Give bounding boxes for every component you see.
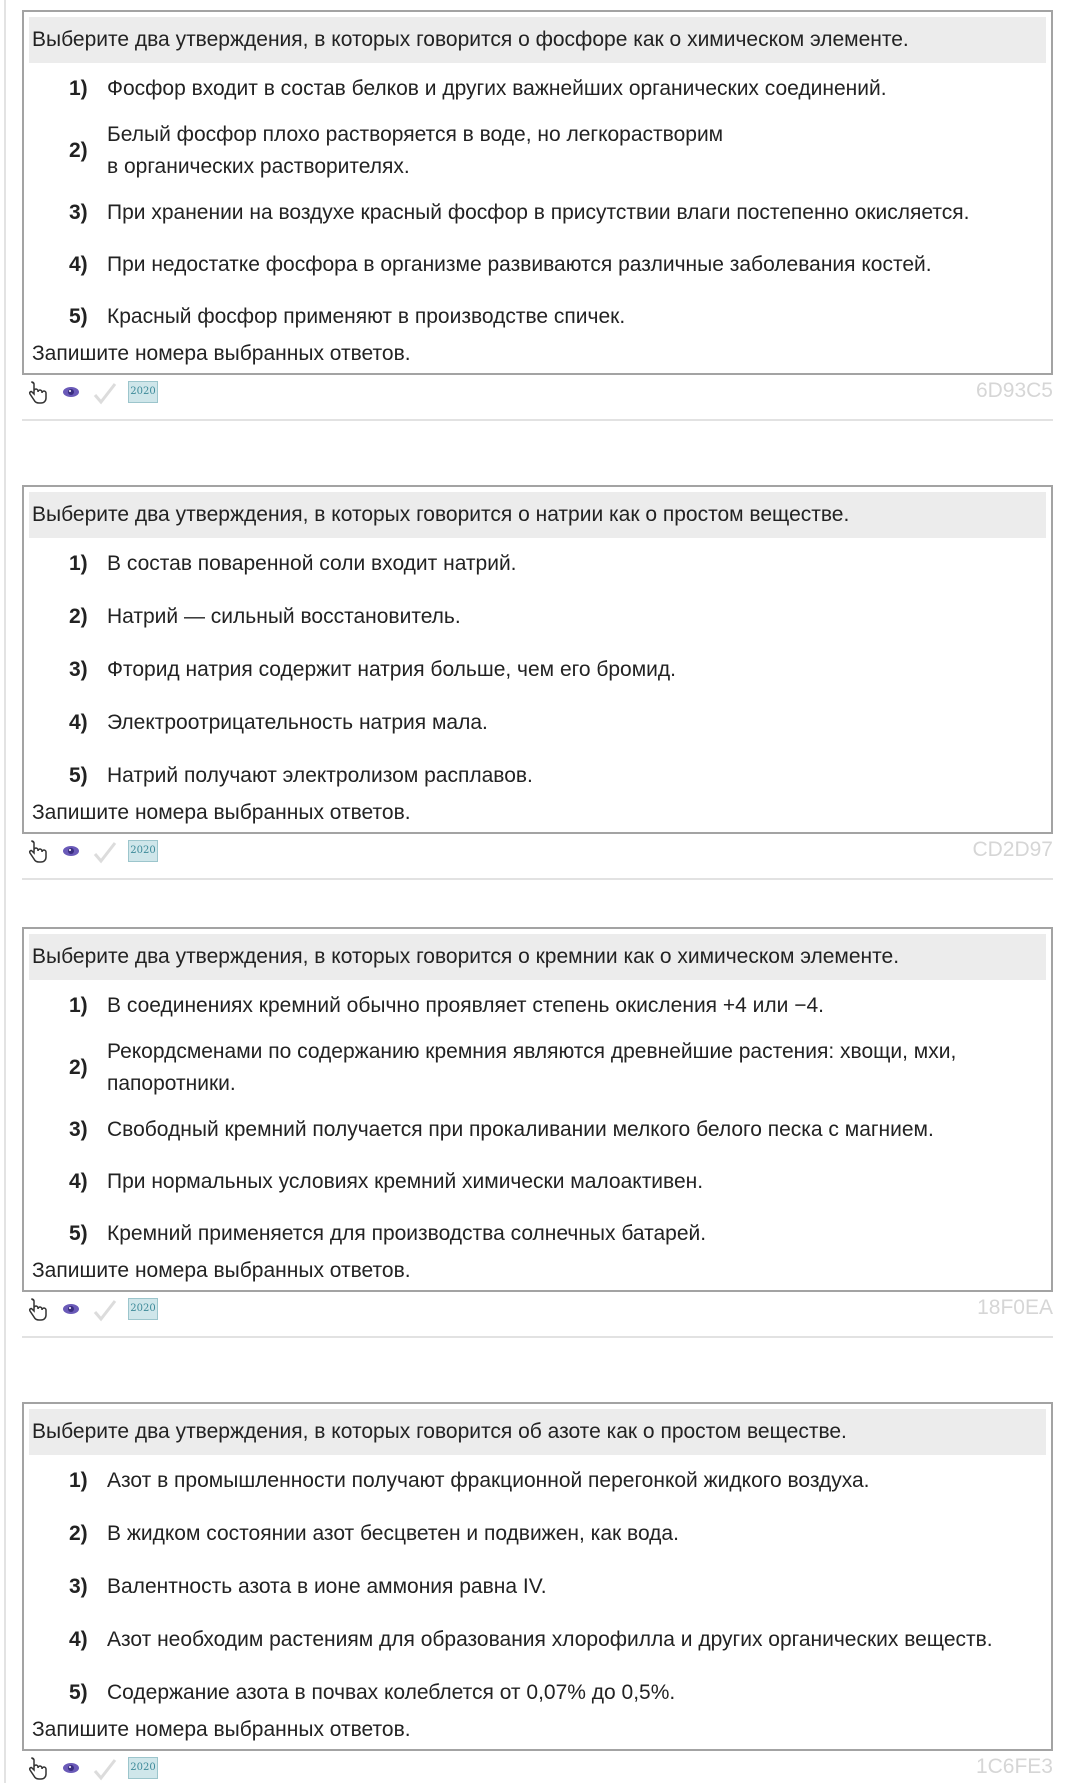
option-item[interactable] bbox=[69, 990, 1046, 1022]
checkmark-icon[interactable] bbox=[92, 1757, 118, 1788]
answer-prompt: Запишите номера выбранных ответов. bbox=[32, 1259, 411, 1282]
option-item[interactable] bbox=[69, 249, 1046, 281]
options-list bbox=[29, 548, 1046, 792]
option-item[interactable] bbox=[69, 1114, 1046, 1146]
option-number: 2) bbox=[69, 1522, 88, 1545]
option-number: 1) bbox=[69, 552, 88, 575]
task-separator bbox=[22, 419, 1053, 421]
year-badge[interactable]: 2020 bbox=[128, 1757, 158, 1779]
option-text: Натрий получают электролизом расплавов. bbox=[107, 764, 533, 787]
option-item[interactable] bbox=[69, 73, 1046, 105]
hand-pointer-icon[interactable] bbox=[25, 381, 49, 410]
option-item[interactable] bbox=[69, 1036, 1046, 1100]
eye-icon[interactable] bbox=[60, 1298, 82, 1325]
task-box bbox=[22, 1402, 1053, 1751]
task-box bbox=[22, 485, 1053, 834]
option-text: В жидком состоянии азот бесцветен и подвижен, как вода. bbox=[107, 1522, 679, 1545]
option-text: Кремний применяется для производства солнечных батарей. bbox=[107, 1222, 707, 1245]
option-item[interactable] bbox=[69, 1166, 1046, 1198]
task-card bbox=[22, 10, 1053, 421]
option-number: 2) bbox=[69, 1056, 88, 1079]
option-text: Содержание азота в почвах колеблется от 0,07% до 0,5%. bbox=[107, 1681, 676, 1704]
task-separator bbox=[22, 878, 1053, 880]
answer-prompt: Запишите номера выбранных ответов. bbox=[32, 342, 411, 365]
task-code: 1C6FE3 bbox=[975, 1755, 1053, 1778]
option-item[interactable] bbox=[69, 654, 1046, 686]
option-text: Фторид натрия содержит натрия больше, чем его бромид. bbox=[107, 658, 676, 681]
option-item[interactable] bbox=[69, 1571, 1046, 1603]
task-toolbar bbox=[22, 375, 1053, 409]
option-number: 5) bbox=[69, 305, 88, 328]
option-text: При нормальных условиях кремний химически малоактивен. bbox=[107, 1170, 704, 1193]
task-title: Выберите два утверждения, в которых говорится о кремнии как о химическом элементе. bbox=[29, 934, 1046, 980]
option-text: В состав поваренной соли входит натрий. bbox=[107, 552, 517, 575]
year-badge[interactable]: 2020 bbox=[128, 1298, 158, 1320]
task-card bbox=[22, 1402, 1053, 1785]
option-number: 5) bbox=[69, 1222, 88, 1245]
checkmark-icon[interactable] bbox=[92, 381, 118, 412]
checkmark-icon[interactable] bbox=[92, 840, 118, 871]
eye-icon[interactable] bbox=[60, 381, 82, 408]
option-number: 3) bbox=[69, 1118, 88, 1141]
options-list bbox=[29, 73, 1046, 333]
option-number: 1) bbox=[69, 77, 88, 100]
option-text: Фосфор входит в состав белков и других важнейших органических соединений. bbox=[107, 77, 887, 100]
hand-pointer-icon[interactable] bbox=[25, 1757, 49, 1786]
year-badge[interactable]: 2020 bbox=[128, 381, 158, 403]
option-item[interactable] bbox=[69, 119, 1046, 183]
task-card bbox=[22, 485, 1053, 880]
task-separator bbox=[22, 1336, 1053, 1338]
task-code: 6D93C5 bbox=[975, 379, 1053, 402]
option-number: 1) bbox=[69, 1469, 88, 1492]
option-item[interactable] bbox=[69, 1218, 1046, 1250]
option-item[interactable] bbox=[69, 760, 1046, 792]
task-code: CD2D97 bbox=[972, 838, 1053, 861]
option-text: Красный фосфор применяют в производстве спичек. bbox=[107, 305, 626, 328]
task-title: Выберите два утверждения, в которых говорится об азоте как о простом веществе. bbox=[29, 1409, 1046, 1455]
option-item[interactable] bbox=[69, 1677, 1046, 1709]
task-code: 18F0EA bbox=[977, 1296, 1053, 1319]
option-number: 5) bbox=[69, 764, 88, 787]
option-number: 2) bbox=[69, 605, 88, 628]
left-border-line bbox=[4, 0, 6, 1783]
option-number: 5) bbox=[69, 1681, 88, 1704]
option-number: 3) bbox=[69, 1575, 88, 1598]
checkmark-icon[interactable] bbox=[92, 1298, 118, 1329]
option-number: 4) bbox=[69, 1628, 88, 1651]
answer-prompt: Запишите номера выбранных ответов. bbox=[32, 801, 411, 824]
option-item[interactable] bbox=[69, 548, 1046, 580]
task-card bbox=[22, 927, 1053, 1338]
option-item[interactable] bbox=[69, 707, 1046, 739]
option-text: Электроотрицательность натрия мала. bbox=[107, 711, 488, 734]
option-item[interactable] bbox=[69, 601, 1046, 633]
eye-icon[interactable] bbox=[60, 1757, 82, 1784]
options-list bbox=[29, 990, 1046, 1250]
hand-pointer-icon[interactable] bbox=[25, 840, 49, 869]
task-title: Выберите два утверждения, в которых говорится о фосфоре как о химическом элементе. bbox=[29, 17, 1046, 63]
year-badge[interactable]: 2020 bbox=[128, 840, 158, 862]
option-number: 3) bbox=[69, 658, 88, 681]
option-number: 3) bbox=[69, 201, 88, 224]
task-toolbar bbox=[22, 1751, 1053, 1785]
option-text: Рекордсменами по содержанию кремния являются древнейшие растения: хвощи, мхи, папоротники. bbox=[107, 1040, 957, 1095]
hand-pointer-icon[interactable] bbox=[25, 1298, 49, 1327]
option-text: Белый фосфор плохо растворяется в воде, но легкорастворим в органических растворителях. bbox=[107, 123, 724, 178]
option-text: Свободный кремний получается при прокаливании мелкого белого песка с магнием. bbox=[107, 1118, 934, 1141]
option-item[interactable] bbox=[69, 1465, 1046, 1497]
option-text: Натрий — сильный восстановитель. bbox=[107, 605, 461, 628]
option-text: Валентность азота в ионе аммония равна IV. bbox=[107, 1575, 547, 1598]
option-text: В соединениях кремний обычно проявляет степень окисления +4 или −4. bbox=[107, 994, 824, 1017]
task-toolbar bbox=[22, 1292, 1053, 1326]
option-number: 2) bbox=[69, 139, 88, 162]
eye-icon[interactable] bbox=[60, 840, 82, 867]
task-box bbox=[22, 10, 1053, 375]
task-title: Выберите два утверждения, в которых говорится о натрии как о простом веществе. bbox=[29, 492, 1046, 538]
answer-prompt: Запишите номера выбранных ответов. bbox=[32, 1718, 411, 1741]
options-list bbox=[29, 1465, 1046, 1709]
option-number: 4) bbox=[69, 253, 88, 276]
option-item[interactable] bbox=[69, 1518, 1046, 1550]
option-number: 1) bbox=[69, 994, 88, 1017]
option-item[interactable] bbox=[69, 1624, 1046, 1656]
task-toolbar bbox=[22, 834, 1053, 868]
option-number: 4) bbox=[69, 711, 88, 734]
option-item[interactable] bbox=[69, 301, 1046, 333]
option-text: Азот в промышленности получают фракционной перегонкой жидкого воздуха. bbox=[107, 1469, 870, 1492]
task-box bbox=[22, 927, 1053, 1292]
option-text: Азот необходим растениям для образования хлорофилла и других органических веществ. bbox=[107, 1628, 993, 1651]
option-number: 4) bbox=[69, 1170, 88, 1193]
option-text: При хранении на воздухе красный фосфор в присутствии влаги постепенно окисляется. bbox=[107, 201, 970, 224]
option-item[interactable] bbox=[69, 197, 1046, 229]
option-text: При недостатке фосфора в организме развиваются различные заболевания костей. bbox=[107, 253, 932, 276]
